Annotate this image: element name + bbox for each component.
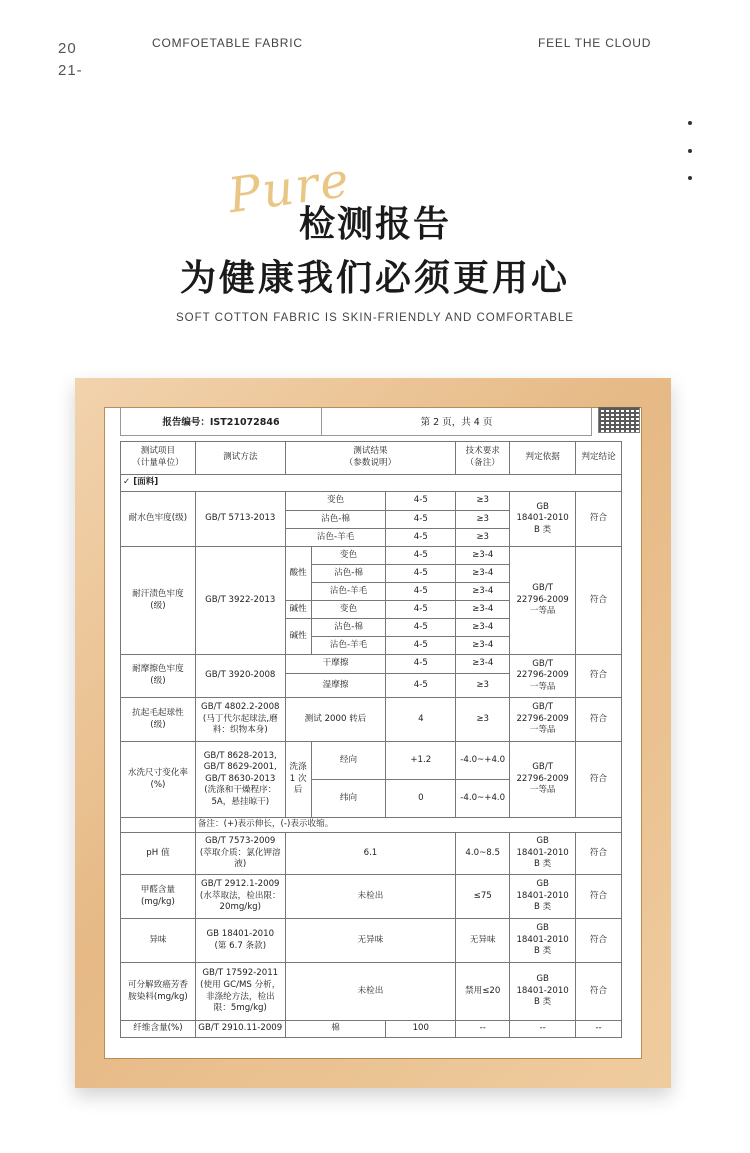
table-row: 沾色-棉 4-5 ≥3: [121, 511, 622, 529]
report-document: [104, 407, 642, 1059]
dot-icon: [688, 176, 692, 180]
year-label: [58, 38, 83, 82]
header-left-label: COMFOETABLE FABRIC: [152, 36, 303, 50]
col-result: 测试结果 （参数说明）: [285, 442, 456, 475]
table-row: 耐摩擦色牢度 (级) GB/T 3920-2008 干摩擦 4-5 ≥3-4 GB/T 22796-2009 一等品 符合: [121, 655, 622, 674]
table-header-row: [121, 442, 622, 475]
table-row: 沾色-羊毛 4-5 ≥3-4: [121, 583, 622, 601]
table-row: pH 值 GB/T 7573-2009 (萃取介质：氯化钾溶 液) 6.1 4.0~8.5 GB 18401-2010 B 类 符合: [121, 833, 622, 875]
table-row: 异味 GB 18401-2010 (第 6.7 条款) 无异味 无异味 GB 18401-2010 B 类 符合: [121, 919, 622, 963]
table-row: 耐水色牢度(级) GB/T 5713-2013 变色 4-5 ≥3 GB 18401-2010 B 类 符合: [121, 492, 622, 511]
table-row: 备注：(+)表示伸长，(-)表示收缩。: [121, 818, 622, 833]
header-right-label: FEEL THE CLOUD: [538, 36, 652, 50]
table-row: 水洗尺寸变化率 (%) GB/T 8628-2013, GB/T 8629-2001, GB/T 8630-2013 (洗涤和干燥程序： 5A，悬挂晾干) 洗涤 1 次 后 经向 +1.2 -4.0~+4.0 GB/T 22796-2009 一等品 符合: [121, 742, 622, 780]
page-subtitle: SOFT COTTON FABRIC IS SKIN-FRIENDLY AND COMFORTABLE: [176, 312, 574, 324]
col-item: 测试项目 （计量单位）: [121, 442, 196, 475]
table-row: 碱性 变色 4-5 ≥3-4: [121, 601, 622, 619]
table-row: 碱性 沾色-棉 4-5 ≥3-4: [121, 619, 622, 637]
table-row: 湿摩擦 4-5 ≥3: [121, 674, 622, 698]
table-row: 抗起毛起球性 (级) GB/T 4802.2-2008 (马丁代尔起球法,磨 料：织物本身) 测试 2000 转后 4 ≥3 GB/T 22796-2009 一等品 符合: [121, 698, 622, 742]
table-row: 纬向 0 -4.0~+4.0: [121, 780, 622, 818]
dot-icon: [688, 149, 692, 153]
col-requirement: 技术要求 （备注）: [456, 442, 510, 475]
col-basis: 判定依据: [510, 442, 576, 475]
script-word: Pure: [224, 151, 354, 225]
page-title: 检测报告: [298, 204, 451, 245]
report-frame: [75, 378, 671, 1088]
dot-icon: [688, 121, 692, 125]
table-row: 沾色-棉 4-5 ≥3-4: [121, 565, 622, 583]
table-row: 纤维含量(%) GB/T 2910.11-2009 棉 100 -- -- --: [121, 1021, 622, 1038]
table-row: 耐汗渍色牢度 (级) GB/T 3922-2013 酸性 变色 4-5 ≥3-4 GB/T 22796-2009 一等品 符合: [121, 547, 622, 565]
section-row: ✓ [面料]: [121, 475, 622, 492]
col-method: 测试方法: [195, 442, 285, 475]
report-page-info: 第 2 页，共 4 页: [420, 417, 493, 428]
table-row: 沾色-羊毛 4-5 ≥3: [121, 529, 622, 547]
table-row: 沾色-羊毛 4-5 ≥3-4: [121, 637, 622, 655]
page-slogan: 为健康我们必须更用心: [179, 258, 570, 299]
table-row: 甲醛含量 (mg/kg) GB/T 2912.1-2009 (水萃取法，检出限： 20mg/kg) 未检出 ≤75 GB 18401-2010 B 类 符合: [121, 875, 622, 919]
col-conclusion: 判定结论: [576, 442, 622, 475]
report-number: 报告编号：IST21072846: [121, 407, 322, 435]
qr-code-icon: [598, 407, 640, 433]
year-bottom: 21-: [58, 62, 83, 79]
test-report-table: [120, 441, 622, 1038]
year-top: 20: [58, 40, 77, 57]
table-row: 可分解致癌芳香 胺染料(mg/kg) GB/T 17592-2011 (使用 GC/MS 分析， 非涤纶方法，检出 限：5mg/kg) 未检出 禁用≤20 GB 18401-2010 B 类 符合: [121, 963, 622, 1021]
report-header: [120, 407, 592, 436]
